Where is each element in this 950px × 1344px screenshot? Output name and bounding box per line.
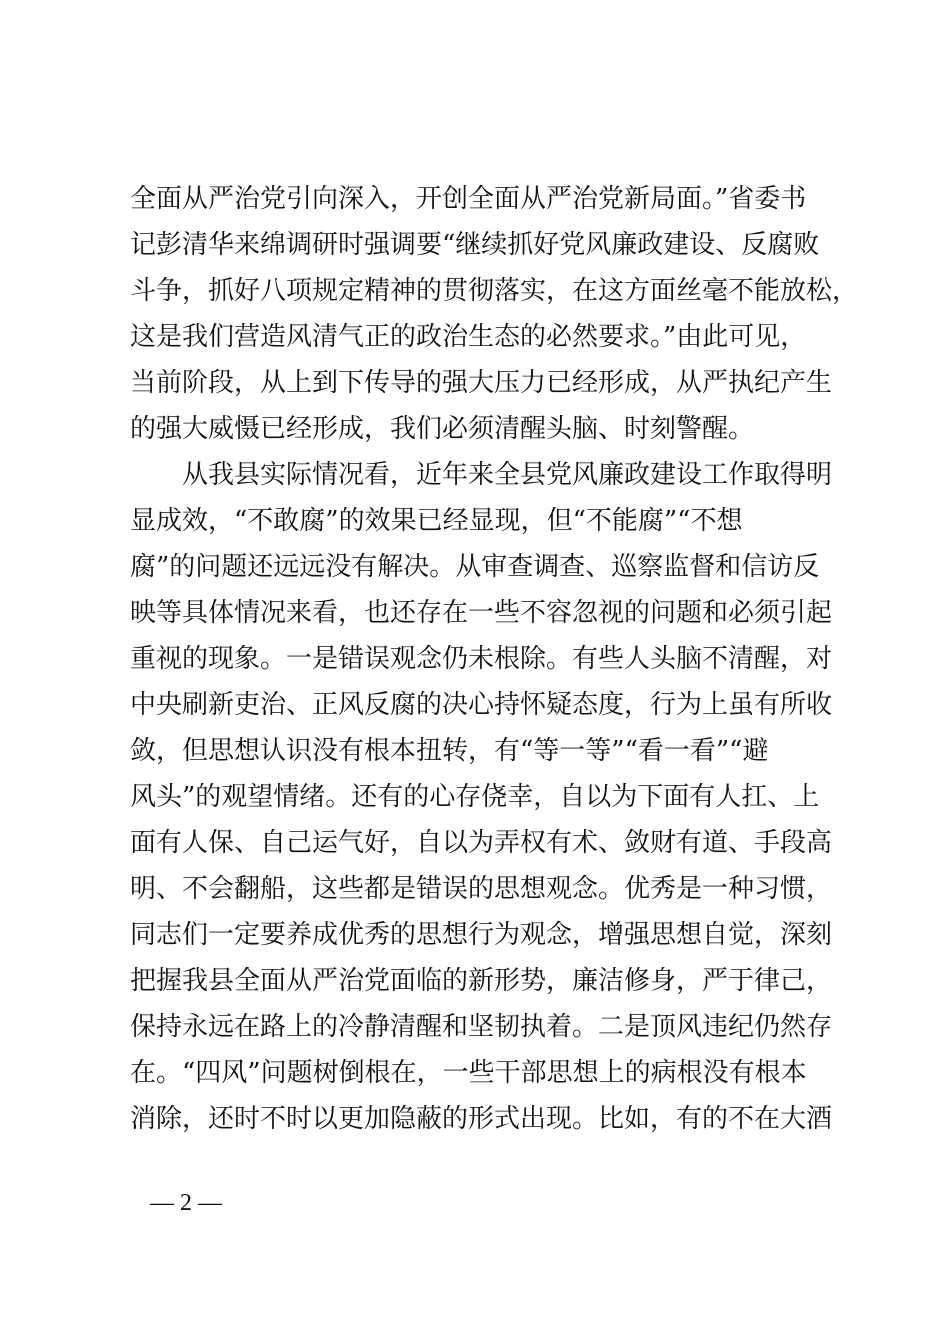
text-line: 的强大威慑已经形成，我们必须清醒头脑、时刻警醒。 <box>130 414 755 444</box>
text-line: 明、不会翻船，这些都是错误的思想观念。优秀是一种习惯， <box>130 874 833 904</box>
text-line: 把握我县全面从严治党面临的新形势，廉洁修身，严于律己， <box>130 966 833 996</box>
text-line: 映等具体情况来看，也还存在一些不容忽视的问题和必须引起 <box>130 598 833 628</box>
text-line: 这是我们营造风清气正的政治生态的必然要求。”由此可见， <box>130 322 807 352</box>
text-line: 显成效，“不敢腐”的效果已经显现，但“不能腐”“不想 <box>130 506 743 536</box>
text-line: 从我县实际情况看，近年来全县党风廉政建设工作取得明 <box>130 460 833 490</box>
text-line: 腐”的问题还远远没有解决。从审查调查、巡察监督和信访反 <box>130 552 820 582</box>
text-line: 重视的现象。一是错误观念仍未根除。有些人头脑不清醒，对 <box>130 644 833 674</box>
text-line: 风头”的观望情绪。还有的心存侥幸，自以为下面有人扛、上 <box>130 782 820 812</box>
text-line: 在。“四风”问题树倒根在，一些干部思想上的病根没有根本 <box>130 1058 807 1088</box>
text-line: 保持永远在路上的冷静清醒和坚韧执着。二是顶风违纪仍然存 <box>130 1012 833 1042</box>
page-number: — 2 — <box>150 1190 222 1216</box>
text-line: 斗争，抓好八项规定精神的贯彻落实，在这方面丝毫不能放松， <box>130 276 859 306</box>
text-line: 中央刷新吏治、正风反腐的决心持怀疑态度，行为上虽有所收 <box>130 690 833 720</box>
body-text <box>130 176 859 1142</box>
text-line: 当前阶段，从上到下传导的强大压力已经形成，从严执纪产生 <box>130 368 833 398</box>
text-line: 消除，还时不时以更加隐蔽的形式出现。比如，有的不在大酒 <box>130 1104 833 1134</box>
text-line: 面有人保、自己运气好，自以为弄权有术、敛财有道、手段高 <box>130 828 833 858</box>
text-line: 同志们一定要养成优秀的思想行为观念，增强思想自觉，深刻 <box>130 920 833 950</box>
text-line: 全面从严治党引向深入，开创全面从严治党新局面。”省委书 <box>130 184 807 214</box>
text-line: 记彭清华来绵调研时强调要“继续抓好党风廉政建设、反腐败 <box>130 230 820 260</box>
text-line: 敛，但思想认识没有根本扭转，有“等一等”“看一看”“避 <box>130 736 769 766</box>
